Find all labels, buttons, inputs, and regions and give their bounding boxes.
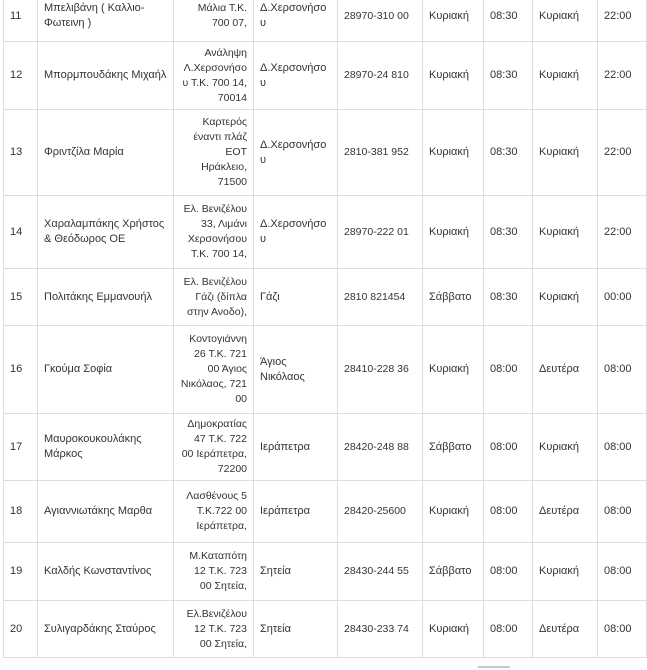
pharmacy-address-cell [174,326,254,414]
duty-end-day: Δευτέρα [539,363,580,375]
duty-start-day: Κυριακή [429,225,470,238]
duty-end-day-cell [533,196,598,269]
pharmacy-area-cell [254,0,338,42]
duty-start-time: 08:30 [490,9,518,22]
pharmacy-address-cell [174,196,254,269]
pharmacy-schedule-table [3,0,647,658]
duty-start-time: 08:00 [490,622,518,635]
pharmacy-area: Δ.Χερσονήσου [260,2,327,29]
duty-end-day-cell [533,326,598,414]
row-number-cell [4,326,38,414]
table-row [4,543,647,601]
pharmacist-name-cell [38,543,174,601]
duty-end-day-cell [533,110,598,196]
duty-end-time-cell [598,543,647,601]
pharmacy-area-cell [254,601,338,658]
row-number-cell [4,42,38,110]
pharmacy-address: Λασθένους 5 Τ.Κ.722 00 Ιεράπετρα, [186,490,247,532]
pharmacy-address-cell [174,414,254,481]
pharmacy-area: Γάζι [260,290,280,303]
row-number: 18 [10,505,23,517]
pharmacist-name: Μπελιβάνη ( Καλλιο-Φωτεινη ) [44,2,145,29]
pharmacy-area-cell [254,543,338,601]
duty-end-time: 22:00 [604,225,632,238]
row-number-cell [4,269,38,326]
duty-end-time-cell [598,481,647,543]
duty-end-time: 00:00 [604,290,632,303]
pharmacist-name-cell [38,0,174,42]
table-row [4,42,647,110]
duty-end-day-cell [533,0,598,42]
scrollbar-hint [478,666,510,668]
duty-start-day: Σάββατο [429,290,472,303]
duty-end-day-cell [533,414,598,481]
pharmacist-name-cell [38,326,174,414]
pharmacy-phone-cell [338,196,423,269]
duty-end-time-cell [598,414,647,481]
row-number-cell [4,543,38,601]
pharmacy-phone-cell [338,0,423,42]
pharmacist-name-cell [38,414,174,481]
duty-start-day-cell [423,543,484,601]
pharmacy-area: Σητεία [260,622,291,635]
row-number: 19 [10,565,23,577]
row-number: 16 [10,363,23,375]
row-number-cell [4,414,38,481]
duty-end-time: 22:00 [604,9,632,22]
duty-start-day-cell [423,326,484,414]
table-row [4,326,647,414]
pharmacy-phone: 28970-310 00 [344,9,409,22]
pharmacy-phone: 28430-233 74 [344,622,409,635]
duty-end-time: 22:00 [604,69,632,81]
pharmacist-name: Αγιαννιωτάκης Μαρθα [44,505,153,517]
pharmacy-phone: 2810 821454 [344,290,406,303]
table-row [4,110,647,196]
duty-start-time-cell [484,326,533,414]
pharmacy-address: Καρτερός έναντι πλάζ ΕΟΤ Ηράκλειο, 71500 [193,116,247,188]
table-row [4,601,647,658]
duty-start-day: Κυριακή [429,505,470,517]
row-number: 12 [10,69,23,81]
pharmacist-name-cell [38,481,174,543]
pharmacist-name-cell [38,110,174,196]
pharmacy-area-cell [254,196,338,269]
pharmacy-address: Μάλια Τ.Κ. 700 07, [197,2,247,29]
duty-start-day: Κυριακή [429,363,470,375]
pharmacy-phone-cell [338,326,423,414]
duty-start-day-cell [423,42,484,110]
duty-end-time: 08:00 [604,440,632,453]
row-number-cell [4,601,38,658]
pharmacy-phone-cell [338,601,423,658]
pharmacy-area: Άγιος Νικόλαος [260,355,305,383]
duty-start-time: 08:00 [490,440,518,453]
table-row [4,196,647,269]
pharmacy-phone: 28420-25600 [344,505,406,517]
pharmacy-address-cell [174,543,254,601]
duty-start-day: Κυριακή [429,69,470,81]
duty-start-time: 08:00 [490,565,518,577]
duty-start-day-cell [423,0,484,42]
duty-start-time-cell [484,543,533,601]
pharmacy-phone-cell [338,543,423,601]
duty-end-time: 08:00 [604,505,632,517]
pharmacy-phone-cell [338,414,423,481]
row-number: 15 [10,290,23,303]
duty-end-day-cell [533,269,598,326]
duty-start-day: Σάββατο [429,440,472,453]
pharmacy-phone: 28970-24 810 [344,69,409,81]
pharmacy-phone-cell [338,481,423,543]
duty-end-time-cell [598,269,647,326]
pharmacy-area: Ιεράπετρα [260,505,311,517]
duty-end-time: 08:00 [604,565,632,577]
table-row [4,0,647,42]
duty-start-time-cell [484,414,533,481]
pharmacy-phone-cell [338,269,423,326]
pharmacy-area-cell [254,481,338,543]
row-number: 20 [10,622,23,635]
duty-end-time: 08:00 [604,622,632,635]
pharmacy-address-cell [174,601,254,658]
duty-start-day-cell [423,269,484,326]
duty-end-day: Κυριακή [539,9,580,22]
duty-start-time: 08:30 [490,146,518,158]
duty-end-day: Κυριακή [539,440,580,453]
table-row [4,414,647,481]
duty-end-day-cell [533,601,598,658]
duty-end-time-cell [598,196,647,269]
duty-start-day-cell [423,414,484,481]
duty-start-time-cell [484,481,533,543]
pharmacy-area-cell [254,414,338,481]
pharmacy-address-cell [174,0,254,42]
duty-end-time-cell [598,42,647,110]
pharmacy-address-cell [174,110,254,196]
duty-start-time-cell [484,196,533,269]
pharmacy-area-cell [254,42,338,110]
pharmacy-phone: 28420-248 88 [344,440,409,453]
pharmacy-address: Δημοκρατίας 47 Τ.Κ. 722 00 Ιεράπετρα, 72200 [181,418,247,475]
pharmacy-phone: 28430-244 55 [344,565,409,577]
duty-end-time-cell [598,110,647,196]
duty-end-time: 22:00 [604,146,632,158]
pharmacist-name: Γκούμα Σοφία [44,363,113,375]
duty-end-day: Δευτέρα [539,622,580,635]
pharmacist-name-cell [38,269,174,326]
row-number-cell [4,196,38,269]
pharmacist-name: Μαυροκουκουλάκης Μάρκος [44,433,142,460]
pharmacy-area: Σητεία [260,565,291,577]
row-number-cell [4,481,38,543]
duty-start-time: 08:00 [490,505,518,517]
pharmacy-address: Κοντογιάννη 26 Τ.Κ. 721 00 Άγιος Νικόλαος, 721 00 [180,333,247,405]
duty-start-day: Σάββατο [429,565,472,577]
duty-end-day: Κυριακή [539,69,580,81]
pharmacy-address-cell [174,481,254,543]
duty-start-time: 08:00 [490,363,518,375]
duty-start-time: 08:30 [490,69,518,81]
pharmacy-address: Ανάληψη Λ.Χερσονήσου Τ.Κ. 700 14, 70014 [182,46,247,104]
pharmacist-name-cell [38,601,174,658]
pharmacy-phone: 28970-222 01 [344,225,409,238]
row-number-cell [4,0,38,42]
duty-start-day: Κυριακή [429,146,470,158]
duty-end-day-cell [533,543,598,601]
pharmacy-address: Ελ. Βενιζέλου 33, Λιμάνι Χερσονήσου Τ.Κ. 700 14, [183,203,247,260]
pharmacy-phone-cell [338,42,423,110]
pharmacy-area-cell [254,110,338,196]
duty-start-day-cell [423,481,484,543]
duty-start-time-cell [484,269,533,326]
pharmacy-area: Δ.Χερσονήσου [260,61,327,89]
pharmacist-name-cell [38,196,174,269]
duty-end-day: Κυριακή [539,225,580,238]
schedule-table-body [4,0,647,658]
pharmacy-address: Ελ. Βενιζέλου Γάζι (δίπλα στην Ανοδο), [183,275,247,318]
pharmacy-phone: 2810-381 952 [344,146,409,158]
table-row [4,481,647,543]
pharmacy-phone-cell [338,110,423,196]
pharmacy-address: Ελ.Βενιζέλου 12 Τ.Κ. 723 00 Σητεία, [186,607,247,650]
table-row [4,269,647,326]
duty-end-day: Δευτέρα [539,505,580,517]
row-number: 14 [10,225,23,238]
duty-start-time-cell [484,601,533,658]
duty-end-time: 08:00 [604,363,632,375]
duty-start-time-cell [484,0,533,42]
pharmacist-name: Καλδής Κωνσταντίνος [44,565,152,577]
pharmacy-area: Δ.Χερσονήσου [260,218,327,245]
pharmacy-address: Μ.Καταπότη 12 Τ.Κ. 723 00 Σητεία, [189,550,247,592]
duty-start-day: Κυριακή [429,9,470,22]
pharmacy-area: Δ.Χερσονήσου [260,138,327,166]
pharmacy-phone: 28410-228 36 [344,363,409,375]
pharmacy-area-cell [254,326,338,414]
row-number: 17 [10,440,23,453]
duty-end-time-cell [598,601,647,658]
duty-end-day-cell [533,42,598,110]
duty-start-day: Κυριακή [429,622,470,635]
duty-start-time-cell [484,42,533,110]
duty-end-day-cell [533,481,598,543]
duty-start-day-cell [423,601,484,658]
pharmacist-name: Πολιτάκης Εμμανουήλ [44,290,152,303]
duty-start-day-cell [423,110,484,196]
pharmacist-name: Συλιγαρδάκης Σταύρος [44,622,156,635]
pharmacist-name-cell [38,42,174,110]
pharmacist-name: Μπορμπουδάκης Μιχαήλ [44,69,167,81]
pharmacy-area: Ιεράπετρα [260,440,311,453]
row-number: 11 [10,9,22,22]
duty-end-time-cell [598,326,647,414]
duty-end-time-cell [598,0,647,42]
pharmacy-address-cell [174,269,254,326]
row-number: 13 [10,146,23,158]
row-number-cell [4,110,38,196]
duty-end-day: Κυριακή [539,146,580,158]
pharmacy-area-cell [254,269,338,326]
duty-end-day: Κυριακή [539,290,580,303]
pharmacist-name: Χαραλαμπάκης Χρήστος & Θεόδωρος ΟΕ [44,218,165,245]
duty-start-time-cell [484,110,533,196]
duty-start-day-cell [423,196,484,269]
duty-start-time: 08:30 [490,290,518,303]
pharmacy-address-cell [174,42,254,110]
duty-start-time: 08:30 [490,225,518,238]
pharmacist-name: Φριντζίλα Μαρία [44,146,124,158]
duty-end-day: Κυριακή [539,565,580,577]
